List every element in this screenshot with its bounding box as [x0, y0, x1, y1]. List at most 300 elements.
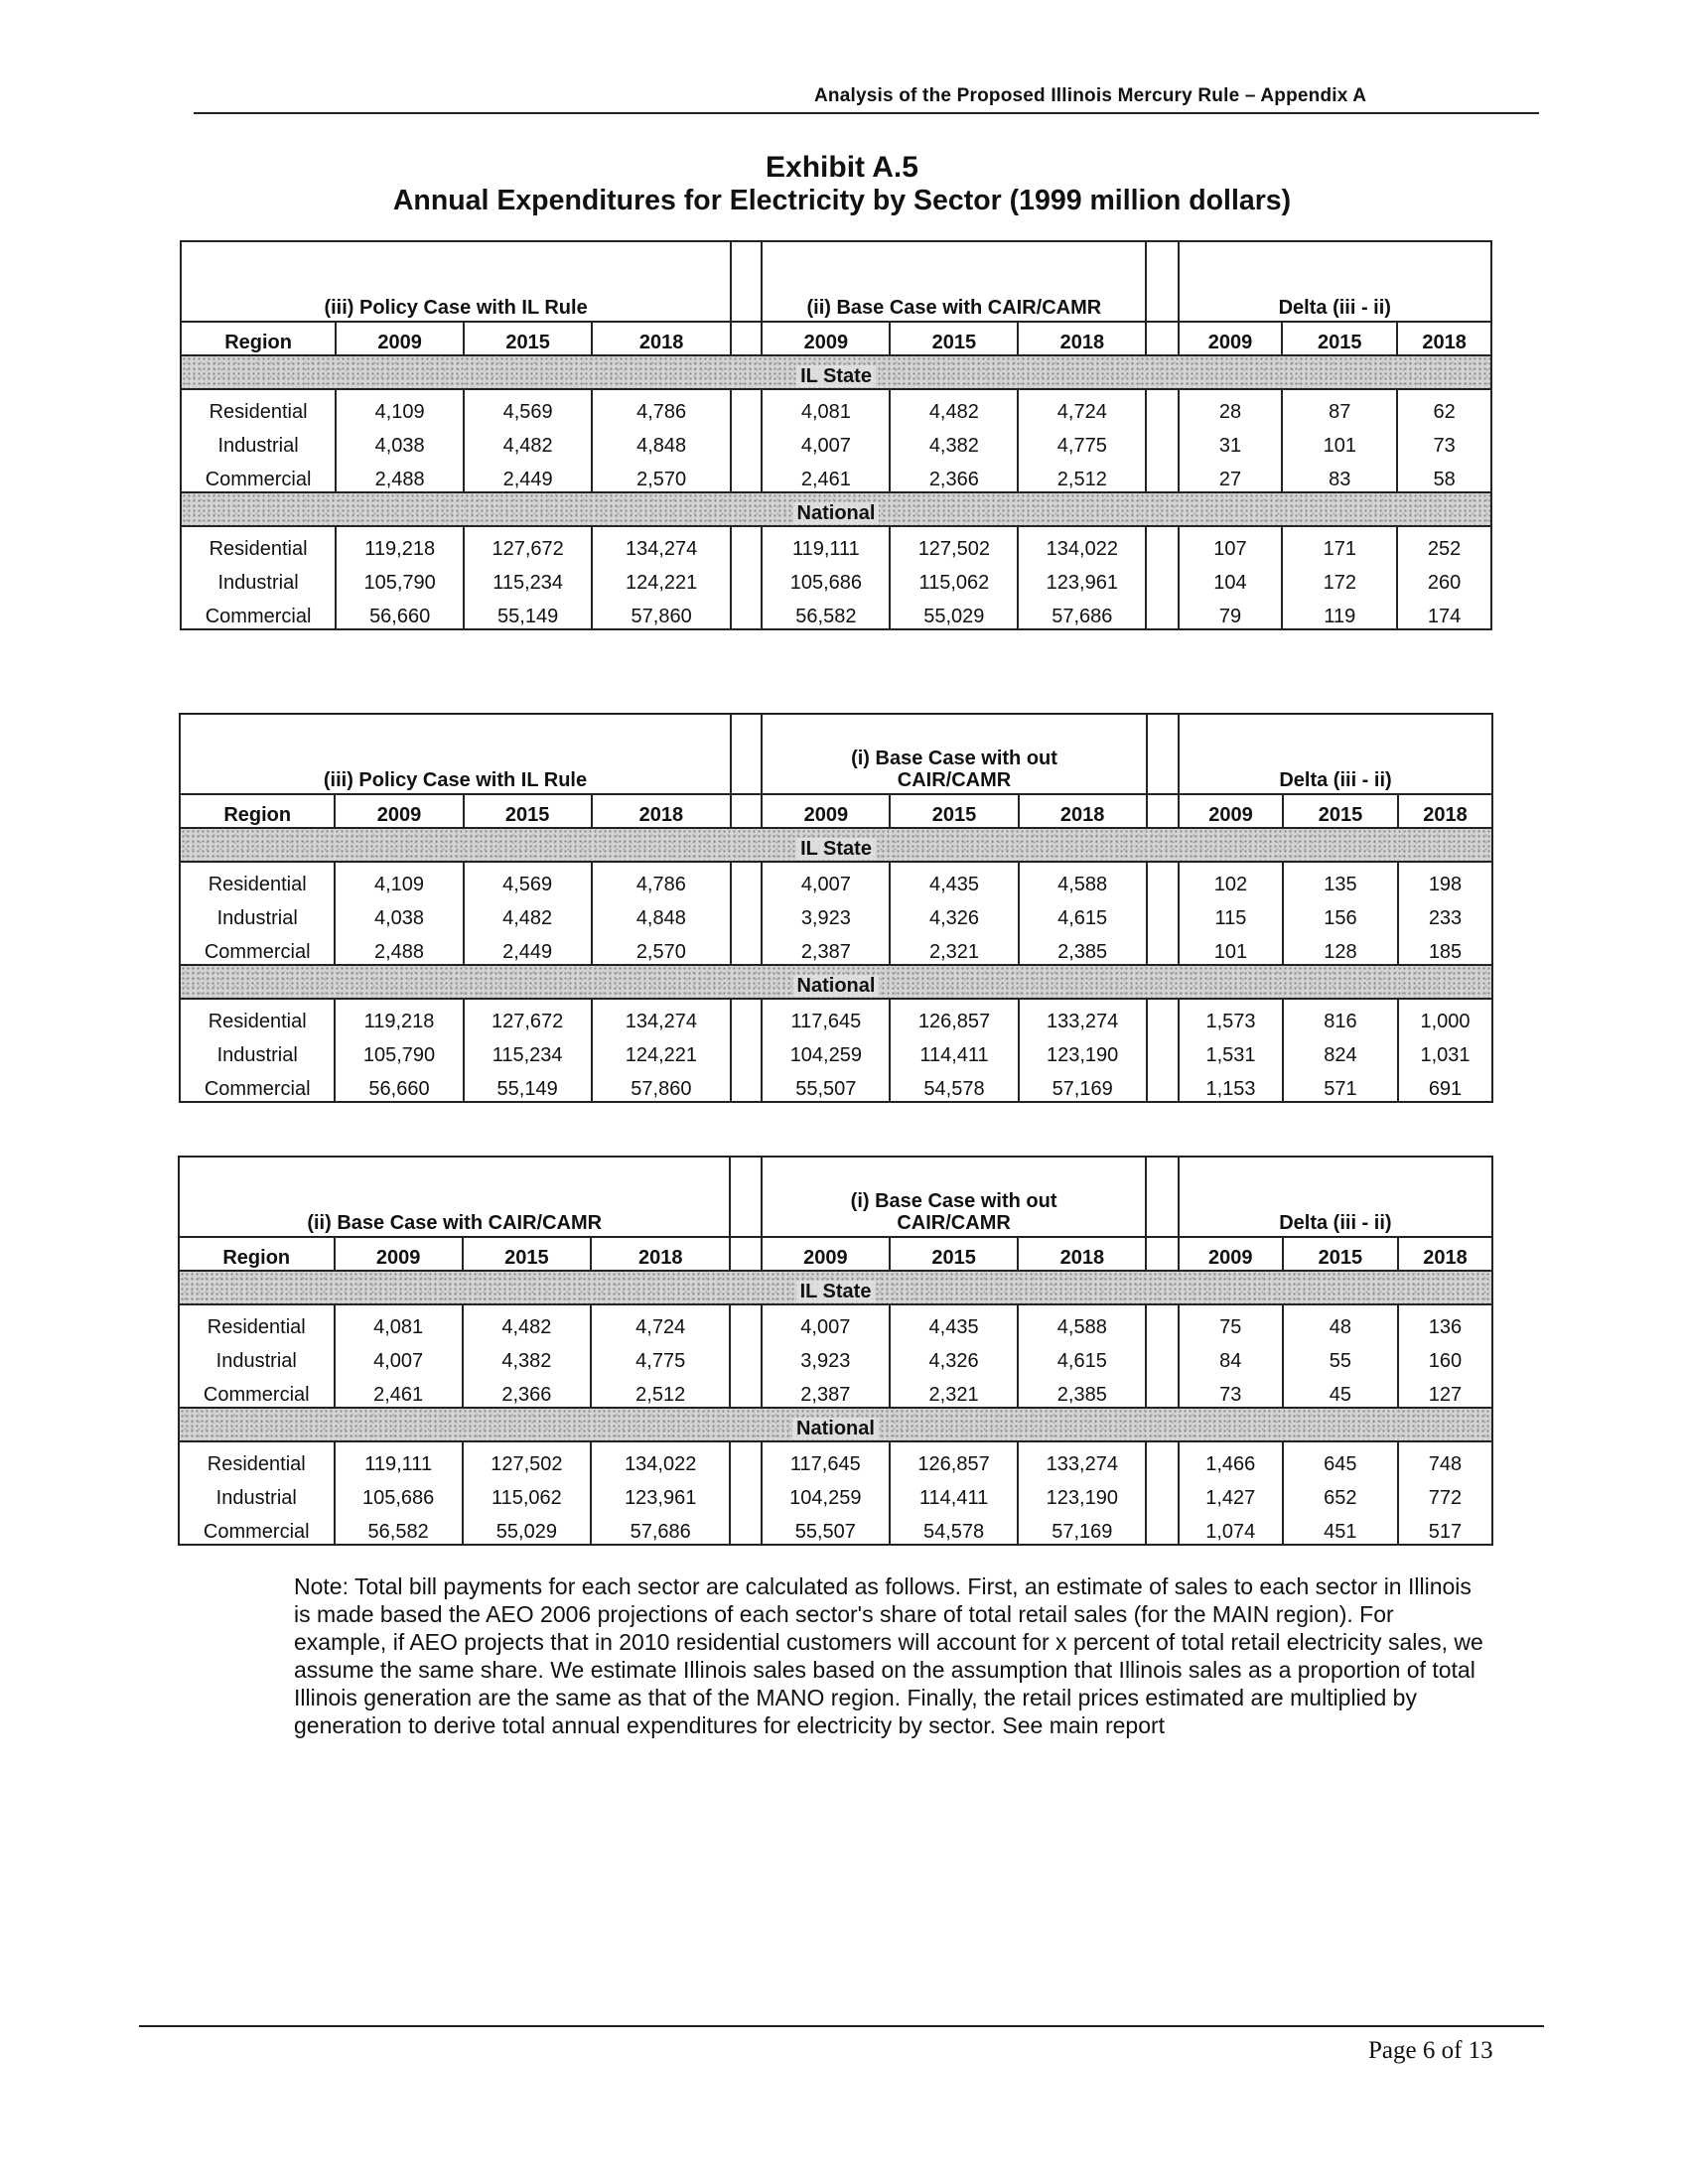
value-cell: 4,848: [592, 424, 731, 458]
year-header-a: 2015: [464, 794, 592, 828]
delta-cell: 83: [1282, 458, 1397, 492]
value-cell: 4,724: [591, 1304, 730, 1339]
value-cell: 4,109: [335, 862, 463, 896]
delta-cell: 73: [1397, 424, 1491, 458]
value-cell: 2,321: [890, 930, 1018, 965]
delta-cell: 1,466: [1179, 1441, 1283, 1476]
delta-cell: 451: [1283, 1510, 1398, 1545]
column-gap: [1146, 241, 1178, 322]
table-row: [179, 1373, 1492, 1408]
value-cell: 104,259: [762, 1476, 890, 1510]
value-cell: 2,512: [591, 1373, 730, 1408]
delta-cell: 104: [1179, 561, 1283, 595]
year-header-c: 2015: [1283, 1237, 1398, 1271]
value-cell: 105,790: [336, 561, 464, 595]
value-cell: 4,786: [592, 862, 731, 896]
group-header-delta: Delta (iii - ii): [1179, 241, 1491, 322]
value-cell: 105,686: [762, 561, 890, 595]
delta-cell: 260: [1397, 561, 1491, 595]
region-cell: Industrial: [181, 561, 336, 595]
value-cell: 4,615: [1019, 896, 1147, 930]
expenditure-table: [179, 713, 1493, 1103]
column-gap: [1147, 794, 1179, 828]
region-cell: Residential: [181, 526, 336, 561]
value-cell: 4,482: [890, 389, 1018, 424]
table-row: [181, 595, 1491, 629]
column-gap: [1146, 1510, 1178, 1545]
value-cell: 127,502: [890, 526, 1018, 561]
delta-cell: 84: [1179, 1339, 1283, 1373]
delta-cell: 136: [1398, 1304, 1492, 1339]
table-row: [179, 1339, 1492, 1373]
delta-cell: 79: [1179, 595, 1283, 629]
column-gap: [731, 999, 762, 1033]
value-cell: 133,274: [1018, 1441, 1146, 1476]
page-number: Page 6 of 13: [1368, 2037, 1493, 2064]
region-cell: Industrial: [180, 1033, 335, 1067]
delta-cell: 691: [1398, 1067, 1492, 1102]
value-cell: 4,007: [762, 862, 890, 896]
value-cell: 56,582: [335, 1510, 463, 1545]
delta-cell: 31: [1179, 424, 1283, 458]
value-cell: 133,274: [1019, 999, 1147, 1033]
delta-cell: 1,153: [1179, 1067, 1283, 1102]
value-cell: 4,615: [1018, 1339, 1146, 1373]
section-band: [179, 1271, 1492, 1304]
table-row: [180, 896, 1492, 930]
value-cell: 54,578: [890, 1067, 1018, 1102]
delta-cell: 102: [1179, 862, 1283, 896]
value-cell: 4,435: [890, 862, 1018, 896]
value-cell: 119,111: [335, 1441, 463, 1476]
year-header-c: 2009: [1179, 794, 1283, 828]
value-cell: 123,961: [1018, 561, 1146, 595]
column-gap: [1147, 1067, 1179, 1102]
value-cell: 55,029: [890, 595, 1018, 629]
delta-cell: 62: [1397, 389, 1491, 424]
delta-cell: 27: [1179, 458, 1283, 492]
value-cell: 57,860: [592, 1067, 731, 1102]
column-gap: [731, 389, 762, 424]
region-cell: Residential: [179, 1304, 335, 1339]
delta-cell: 1,573: [1179, 999, 1283, 1033]
value-cell: 57,686: [1018, 595, 1146, 629]
value-cell: 4,588: [1019, 862, 1147, 896]
value-cell: 115,234: [464, 1033, 592, 1067]
delta-cell: 160: [1398, 1339, 1492, 1373]
exhibit-subtitle: Annual Expenditures for Electricity by Sector (1999 million dollars): [392, 185, 1292, 216]
delta-cell: 156: [1283, 896, 1398, 930]
delta-cell: 101: [1179, 930, 1283, 965]
value-cell: 119,218: [335, 999, 463, 1033]
column-gap: [1146, 1157, 1178, 1237]
column-gap: [731, 424, 762, 458]
region-header: Region: [181, 322, 336, 355]
region-header: Region: [179, 1237, 335, 1271]
column-gap: [1146, 1441, 1178, 1476]
value-cell: 4,038: [336, 424, 464, 458]
value-cell: 4,382: [890, 424, 1018, 458]
group-header-b-line1: (i) Base Case with out: [850, 1190, 1057, 1212]
column-gap: [730, 1304, 761, 1339]
column-gap: [731, 561, 762, 595]
value-cell: 3,923: [762, 1339, 890, 1373]
year-header-c: 2015: [1283, 794, 1398, 828]
column-gap: [730, 1476, 761, 1510]
delta-cell: 517: [1398, 1510, 1492, 1545]
value-cell: 2,570: [592, 458, 731, 492]
column-gap: [731, 794, 762, 828]
year-header-a: 2015: [464, 322, 592, 355]
column-gap: [731, 241, 762, 322]
year-header-a: 2015: [463, 1237, 591, 1271]
value-cell: 4,482: [464, 424, 592, 458]
delta-cell: 1,074: [1179, 1510, 1283, 1545]
table-row: [181, 526, 1491, 561]
group-header-delta: Delta (iii - ii): [1179, 714, 1492, 794]
value-cell: 105,790: [335, 1033, 463, 1067]
section-band: [181, 355, 1491, 389]
column-gap: [730, 1237, 761, 1271]
delta-cell: 172: [1282, 561, 1397, 595]
column-gap: [1146, 1339, 1178, 1373]
value-cell: 57,169: [1018, 1510, 1146, 1545]
header-rule: [194, 112, 1539, 114]
column-gap: [1146, 1373, 1178, 1408]
value-cell: 104,259: [762, 1033, 890, 1067]
region-cell: Commercial: [179, 1373, 335, 1408]
value-cell: 4,786: [592, 389, 731, 424]
group-header-b: [762, 1157, 1147, 1237]
value-cell: 127,672: [464, 999, 592, 1033]
column-gap: [1147, 862, 1179, 896]
column-gap: [1146, 595, 1178, 629]
section-band: [180, 965, 1492, 999]
column-gap: [730, 1510, 761, 1545]
value-cell: 117,645: [762, 1441, 890, 1476]
section-label: IL State: [796, 838, 876, 860]
value-cell: 4,482: [463, 1304, 591, 1339]
region-cell: Industrial: [179, 1339, 335, 1373]
value-cell: 4,326: [890, 1339, 1018, 1373]
page-header: Analysis of the Proposed Illinois Mercury Rule – Appendix A: [814, 85, 1367, 106]
value-cell: 127,502: [463, 1441, 591, 1476]
column-gap: [1147, 714, 1179, 794]
group-header-a: (iii) Policy Case with IL Rule: [181, 241, 731, 322]
value-cell: 117,645: [762, 999, 890, 1033]
value-cell: 4,007: [762, 424, 890, 458]
column-gap: [1146, 1304, 1178, 1339]
section-label: National: [793, 975, 880, 997]
delta-cell: 119: [1282, 595, 1397, 629]
footer-rule: [139, 2025, 1544, 2027]
column-gap: [731, 595, 762, 629]
value-cell: 4,038: [335, 896, 463, 930]
column-gap: [1147, 1033, 1179, 1067]
delta-cell: 824: [1283, 1033, 1398, 1067]
value-cell: 4,569: [464, 862, 592, 896]
section-label: IL State: [796, 365, 876, 387]
delta-cell: 107: [1179, 526, 1283, 561]
region-cell: Residential: [181, 389, 336, 424]
value-cell: 115,234: [464, 561, 592, 595]
year-header-b: 2018: [1019, 794, 1147, 828]
delta-cell: 1,031: [1398, 1033, 1492, 1067]
delta-cell: 571: [1283, 1067, 1398, 1102]
year-header-c: 2009: [1179, 1237, 1283, 1271]
region-cell: Residential: [179, 1441, 335, 1476]
delta-cell: 115: [1179, 896, 1283, 930]
value-cell: 55,149: [464, 595, 592, 629]
column-gap: [731, 930, 762, 965]
year-header-a: 2009: [336, 322, 464, 355]
column-gap: [731, 862, 762, 896]
value-cell: 2,387: [762, 930, 890, 965]
region-cell: Residential: [180, 999, 335, 1033]
delta-cell: 45: [1283, 1373, 1398, 1408]
column-gap: [1146, 322, 1178, 355]
delta-cell: 198: [1398, 862, 1492, 896]
year-header-b: 2015: [890, 322, 1018, 355]
table-row: [179, 1441, 1492, 1476]
year-header-c: 2018: [1397, 322, 1491, 355]
group-header-a: (iii) Policy Case with IL Rule: [180, 714, 731, 794]
expenditure-table: [178, 1156, 1493, 1546]
value-cell: 4,569: [464, 389, 592, 424]
value-cell: 4,724: [1018, 389, 1146, 424]
year-header-c: 2018: [1398, 1237, 1492, 1271]
column-gap: [1147, 999, 1179, 1033]
delta-cell: 48: [1283, 1304, 1398, 1339]
delta-cell: 87: [1282, 389, 1397, 424]
value-cell: 124,221: [592, 1033, 731, 1067]
delta-cell: 75: [1179, 1304, 1283, 1339]
value-cell: 4,007: [335, 1339, 463, 1373]
value-cell: 56,582: [762, 595, 890, 629]
value-cell: 4,482: [464, 896, 592, 930]
group-header-b: [762, 714, 1146, 794]
value-cell: 2,512: [1018, 458, 1146, 492]
year-header-b: 2018: [1018, 322, 1146, 355]
value-cell: 4,326: [890, 896, 1018, 930]
value-cell: 55,029: [463, 1510, 591, 1545]
group-header-b-line1: (ii) Base Case with CAIR/CAMR: [806, 297, 1102, 319]
value-cell: 115,062: [890, 561, 1018, 595]
year-header-a: 2018: [592, 794, 731, 828]
region-cell: Industrial: [181, 424, 336, 458]
value-cell: 2,449: [464, 458, 592, 492]
group-header-b: [762, 241, 1146, 322]
value-cell: 119,111: [762, 526, 890, 561]
value-cell: 57,860: [592, 595, 731, 629]
table-row: [180, 1067, 1492, 1102]
table-row: [180, 1033, 1492, 1067]
column-gap: [730, 1339, 761, 1373]
region-cell: Commercial: [181, 595, 336, 629]
value-cell: 2,366: [463, 1373, 591, 1408]
region-cell: Commercial: [180, 1067, 335, 1102]
delta-cell: 1,531: [1179, 1033, 1283, 1067]
region-cell: Industrial: [180, 896, 335, 930]
year-header-b: 2009: [762, 794, 890, 828]
year-header-b: 2015: [890, 794, 1018, 828]
value-cell: 55,507: [762, 1067, 890, 1102]
section-label: National: [793, 502, 880, 524]
region-header: Region: [180, 794, 335, 828]
group-header-delta: Delta (iii - ii): [1179, 1157, 1492, 1237]
value-cell: 55,149: [464, 1067, 592, 1102]
column-gap: [731, 896, 762, 930]
delta-cell: 1,000: [1398, 999, 1492, 1033]
value-cell: 105,686: [335, 1476, 463, 1510]
value-cell: 2,321: [890, 1373, 1018, 1408]
table-row: [181, 389, 1491, 424]
value-cell: 57,686: [591, 1510, 730, 1545]
column-gap: [1146, 526, 1178, 561]
group-header-b-line1: (i) Base Case with out: [851, 748, 1057, 769]
delta-cell: 652: [1283, 1476, 1398, 1510]
year-header-a: 2018: [591, 1237, 730, 1271]
value-cell: 114,411: [890, 1476, 1018, 1510]
value-cell: 4,081: [762, 389, 890, 424]
region-cell: Industrial: [179, 1476, 335, 1510]
value-cell: 56,660: [335, 1067, 463, 1102]
value-cell: 123,190: [1018, 1476, 1146, 1510]
delta-cell: 772: [1398, 1476, 1492, 1510]
group-header-b-line2: CAIR/CAMR: [897, 1212, 1011, 1234]
delta-cell: 748: [1398, 1441, 1492, 1476]
column-gap: [731, 458, 762, 492]
value-cell: 4,007: [762, 1304, 890, 1339]
column-gap: [1146, 458, 1178, 492]
value-cell: 119,218: [336, 526, 464, 561]
value-cell: 55,507: [762, 1510, 890, 1545]
column-gap: [731, 714, 762, 794]
column-gap: [1147, 896, 1179, 930]
table-row: [181, 458, 1491, 492]
column-gap: [730, 1373, 761, 1408]
delta-cell: 55: [1283, 1339, 1398, 1373]
delta-cell: 252: [1397, 526, 1491, 561]
year-header-c: 2018: [1398, 794, 1492, 828]
column-gap: [1146, 389, 1178, 424]
column-gap: [1146, 1476, 1178, 1510]
value-cell: 123,190: [1019, 1033, 1147, 1067]
column-gap: [731, 322, 762, 355]
table-row: [179, 1476, 1492, 1510]
column-gap: [731, 1067, 762, 1102]
value-cell: 2,461: [335, 1373, 463, 1408]
delta-cell: 171: [1282, 526, 1397, 561]
value-cell: 2,461: [762, 458, 890, 492]
value-cell: 2,385: [1018, 1373, 1146, 1408]
value-cell: 124,221: [592, 561, 731, 595]
section-band: [181, 492, 1491, 526]
expenditure-table: [180, 240, 1492, 630]
value-cell: 4,382: [463, 1339, 591, 1373]
delta-cell: 28: [1179, 389, 1283, 424]
value-cell: 126,857: [890, 999, 1018, 1033]
column-gap: [1147, 930, 1179, 965]
region-cell: Commercial: [179, 1510, 335, 1545]
year-header-b: 2009: [762, 1237, 890, 1271]
value-cell: 4,848: [592, 896, 731, 930]
delta-cell: 174: [1397, 595, 1491, 629]
section-label: IL State: [796, 1281, 876, 1302]
value-cell: 56,660: [336, 595, 464, 629]
value-cell: 57,169: [1019, 1067, 1147, 1102]
delta-cell: 128: [1283, 930, 1398, 965]
delta-cell: 185: [1398, 930, 1492, 965]
table-row: [179, 1304, 1492, 1339]
value-cell: 115,062: [463, 1476, 591, 1510]
value-cell: 4,435: [890, 1304, 1018, 1339]
region-cell: Commercial: [180, 930, 335, 965]
value-cell: 2,449: [464, 930, 592, 965]
column-gap: [731, 526, 762, 561]
column-gap: [1146, 1237, 1178, 1271]
value-cell: 134,022: [1018, 526, 1146, 561]
note-paragraph: Note: Total bill payments for each sector are calculated as follows. First, an estimate of sales to each sector in Illinois is made based the AEO 2006 projections of each sector's share of total retail sales (for the MAIN region). For example, if AEO projects that in 2010 residential customers will account for x percent of total retail electricity sales, we assume the same share. We estimate Illinois sales based on the assumption that Illinois sales as a proportion of total Illinois generation are the same as that of the MANO region. Finally, the retail prices estimated are multiplied by generation to derive total annual expenditures for electricity by sector. See main report: [294, 1573, 1483, 1738]
year-header-a: 2018: [592, 322, 731, 355]
value-cell: 4,775: [1018, 424, 1146, 458]
region-cell: Commercial: [181, 458, 336, 492]
table-row: [181, 561, 1491, 595]
value-cell: 127,672: [464, 526, 592, 561]
group-header-b-line2: CAIR/CAMR: [897, 769, 1012, 791]
delta-cell: 101: [1282, 424, 1397, 458]
value-cell: 2,488: [335, 930, 463, 965]
delta-cell: 816: [1283, 999, 1398, 1033]
region-cell: Residential: [180, 862, 335, 896]
delta-cell: 135: [1283, 862, 1398, 896]
value-cell: 114,411: [890, 1033, 1018, 1067]
value-cell: 4,109: [336, 389, 464, 424]
delta-cell: 1,427: [1179, 1476, 1283, 1510]
delta-cell: 645: [1283, 1441, 1398, 1476]
delta-cell: 58: [1397, 458, 1491, 492]
value-cell: 4,081: [335, 1304, 463, 1339]
year-header-a: 2009: [335, 794, 463, 828]
value-cell: 2,385: [1019, 930, 1147, 965]
column-gap: [730, 1441, 761, 1476]
value-cell: 134,022: [591, 1441, 730, 1476]
table-row: [179, 1510, 1492, 1545]
section-label: National: [792, 1418, 879, 1439]
delta-cell: 127: [1398, 1373, 1492, 1408]
section-band: [179, 1408, 1492, 1441]
value-cell: 2,366: [890, 458, 1018, 492]
column-gap: [730, 1157, 761, 1237]
value-cell: 3,923: [762, 896, 890, 930]
year-header-b: 2009: [762, 322, 890, 355]
table-row: [180, 999, 1492, 1033]
value-cell: 4,588: [1018, 1304, 1146, 1339]
year-header-b: 2018: [1018, 1237, 1146, 1271]
column-gap: [731, 1033, 762, 1067]
delta-cell: 233: [1398, 896, 1492, 930]
year-header-a: 2009: [335, 1237, 463, 1271]
value-cell: 126,857: [890, 1441, 1018, 1476]
table-row: [181, 424, 1491, 458]
value-cell: 2,570: [592, 930, 731, 965]
group-header-a: (ii) Base Case with CAIR/CAMR: [179, 1157, 730, 1237]
column-gap: [1146, 424, 1178, 458]
year-header-b: 2015: [890, 1237, 1018, 1271]
delta-cell: 73: [1179, 1373, 1283, 1408]
value-cell: 123,961: [591, 1476, 730, 1510]
exhibit-title: Exhibit A.5: [766, 151, 918, 184]
